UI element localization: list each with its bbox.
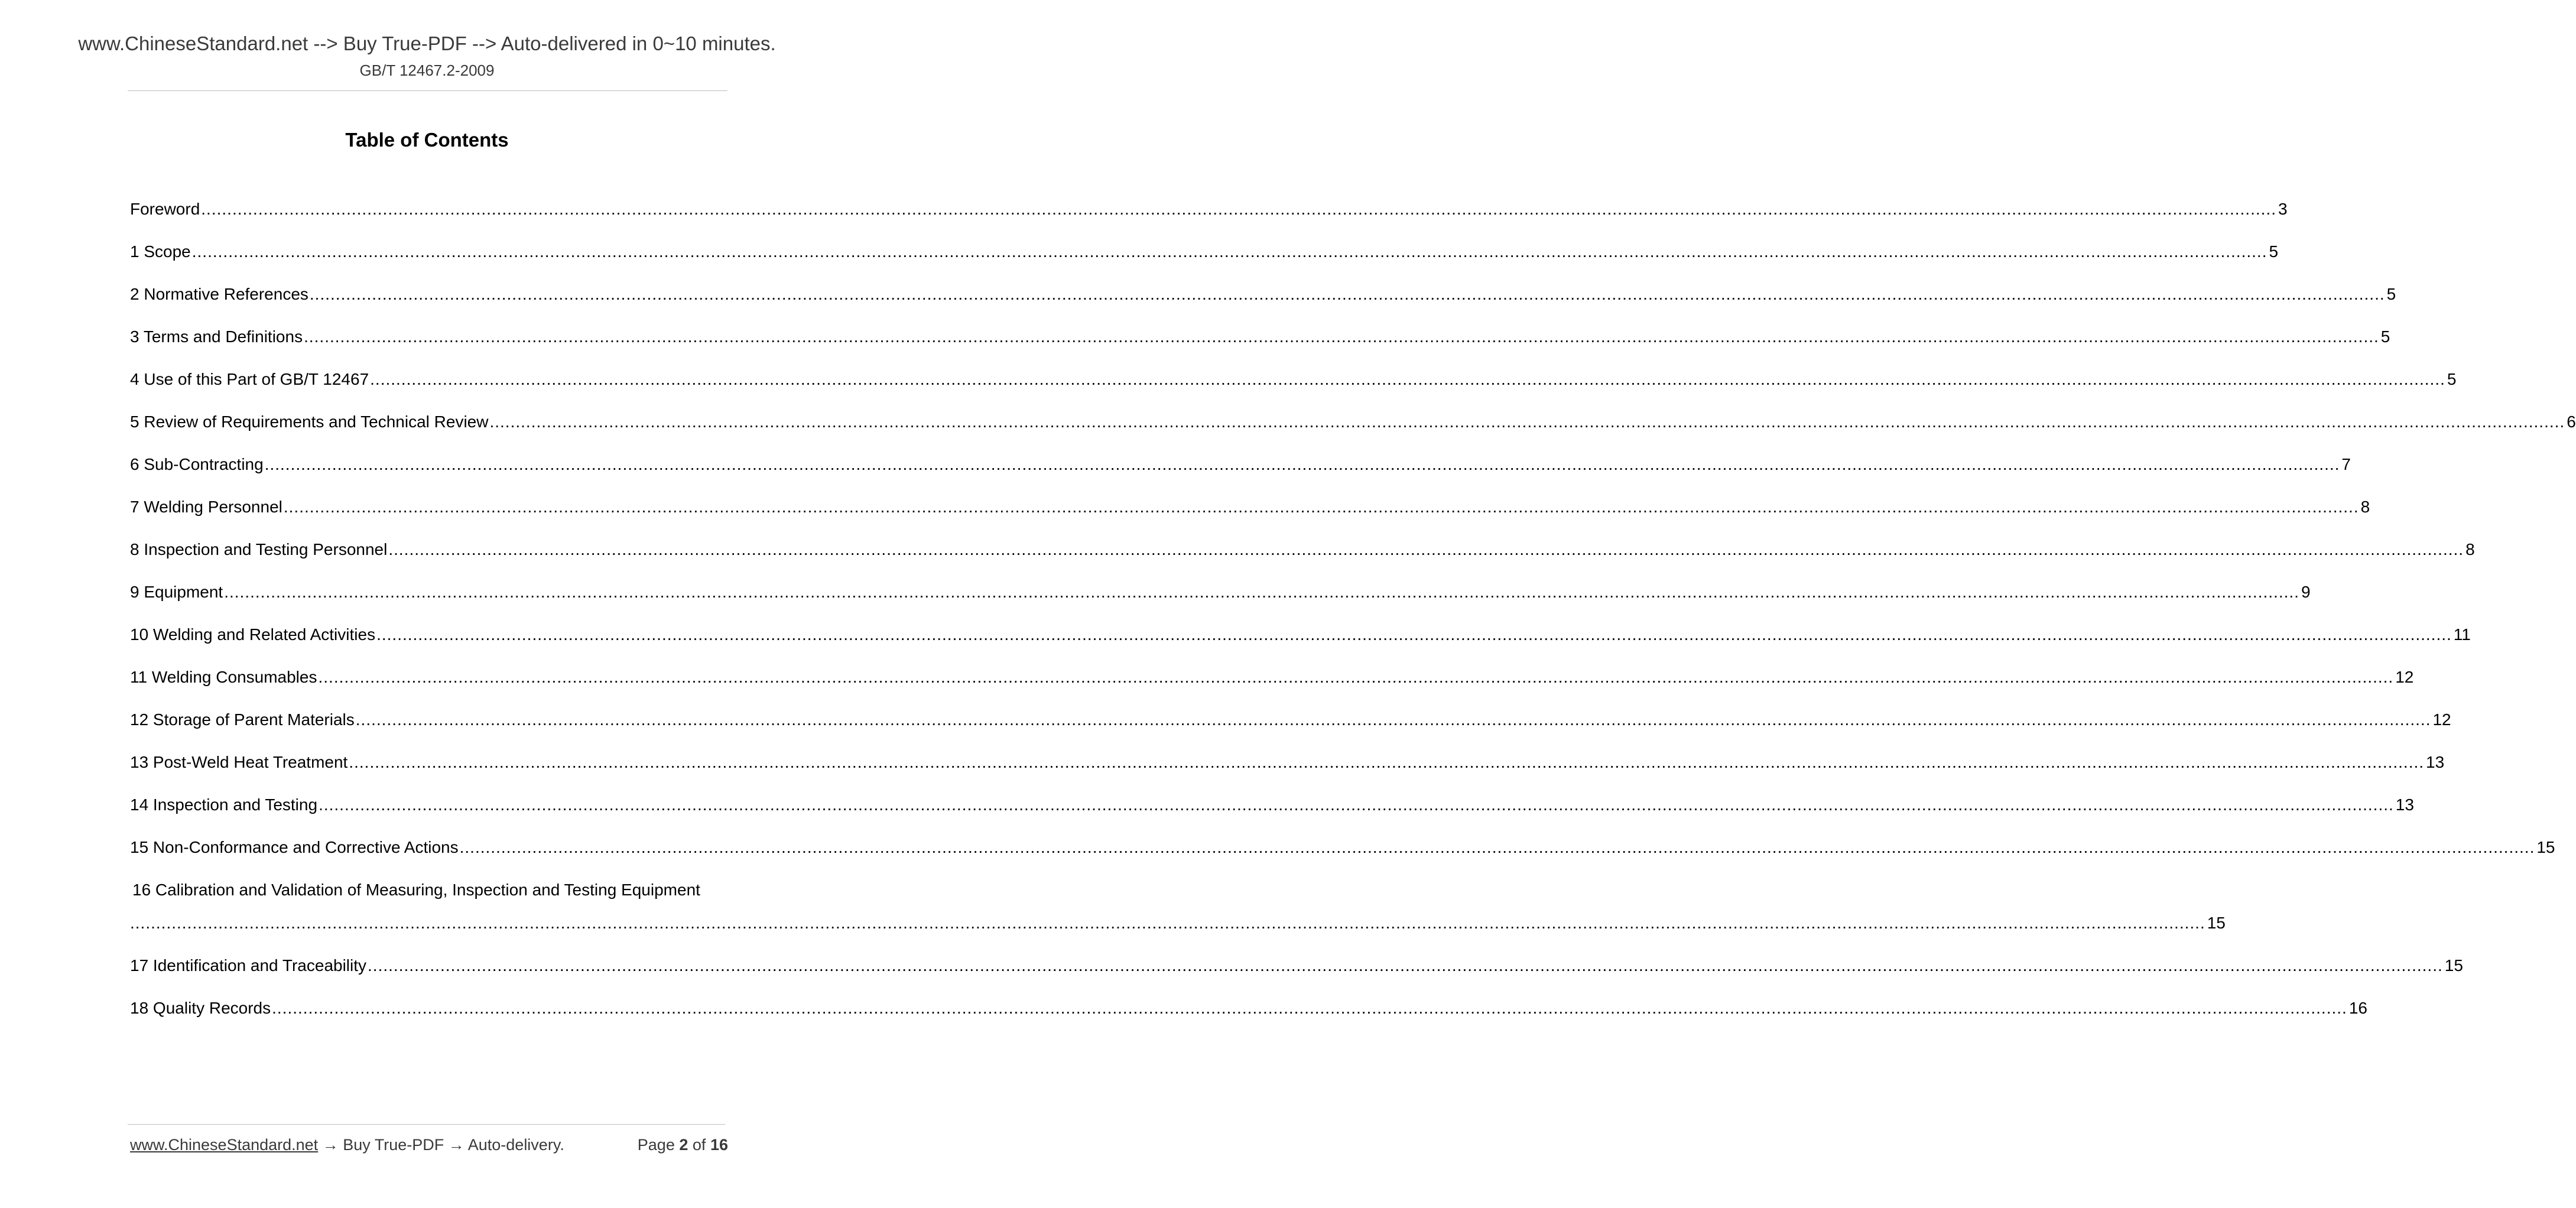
page-current: 2: [679, 1136, 688, 1154]
dot-leader: ................................................................................................................................................................................................................................................................................................................................................................................................................: [349, 753, 2425, 771]
toc-entry[interactable]: [130, 956, 2463, 999]
toc-entry[interactable]: [130, 200, 2288, 242]
dot-leader: ................................................................................................................................................................................................................................................................................................................................................................................................................: [318, 668, 2394, 686]
dot-leader: ................................................................................................................................................................................................................................................................................................................................................................................................................: [224, 583, 2299, 601]
document-code: GB/T 12467.2-2009: [359, 61, 495, 79]
toc-entry-label: 7 Welding Personnel: [130, 498, 282, 516]
toc-entry-label: 9 Equipment: [130, 583, 223, 601]
dot-leader: ................................................................................................................................................................................................................................................................................................................................................................................................................: [201, 200, 2276, 218]
dot-leader: ................................................................................................................................................................................................................................................................................................................................................................................................................: [319, 795, 2394, 814]
toc-entry-page: 5: [2386, 285, 2396, 303]
dot-leader: ................................................................................................................................................................................................................................................................................................................................................................................................................: [309, 285, 2385, 303]
toc-entry-page: 15: [2207, 914, 2226, 932]
header-banner: www.ChineseStandard.net --> Buy True-PDF --> Auto-delivered in 0~10 minutes.: [78, 33, 776, 54]
toc-entry-page: 8: [2360, 498, 2370, 516]
toc-entry-page: 9: [2301, 583, 2311, 601]
dot-leader: ................................................................................................................................................................................................................................................................................................................................................................................................................: [370, 370, 2445, 388]
dot-leader: ................................................................................................................................................................................................................................................................................................................................................................................................................: [283, 498, 2359, 516]
toc-entry-label: 17 Identification and Traceability: [130, 956, 367, 975]
header-divider: [128, 90, 727, 91]
dot-leader: ................................................................................................................................................................................................................................................................................................................................................................................................................: [272, 999, 2347, 1017]
toc-entry-label: 15 Non-Conformance and Corrective Actions: [130, 838, 459, 856]
toc-entry[interactable]: [130, 881, 2226, 956]
dot-leader: ................................................................................................................................................................................................................................................................................................................................................................................................................: [459, 838, 2535, 856]
toc-entry-page: 12: [2395, 668, 2414, 686]
dot-leader: ................................................................................................................................................................................................................................................................................................................................................................................................................: [388, 540, 2464, 558]
toc-entry-label: 3 Terms and Definitions: [130, 327, 303, 346]
toc-entry[interactable]: [130, 710, 2451, 753]
toc-entry[interactable]: [130, 625, 2471, 668]
dot-leader: ................................................................................................................................................................................................................................................................................................................................................................................................................: [191, 242, 2268, 261]
toc-entry[interactable]: [130, 838, 2555, 881]
page-label: Page: [637, 1136, 675, 1154]
toc-entry-page: 5: [2380, 327, 2390, 346]
toc-entry[interactable]: [130, 413, 2576, 455]
toc-entry[interactable]: [130, 795, 2414, 838]
toc-entry[interactable]: [130, 327, 2390, 370]
toc-entry-label: 5 Review of Requirements and Technical Review: [130, 413, 489, 431]
toc-entry[interactable]: [130, 753, 2445, 795]
of-label: of: [692, 1136, 706, 1154]
toc-entry[interactable]: [130, 999, 2367, 1041]
toc-entry-label: 13 Post-Weld Heat Treatment: [130, 753, 348, 771]
toc-entry[interactable]: [130, 498, 2370, 540]
toc-entry[interactable]: [130, 370, 2457, 413]
dot-leader: ................................................................................................................................................................................................................................................................................................................................................................................................................: [368, 956, 2443, 975]
toc-entry[interactable]: [130, 583, 2311, 625]
toc-entry-page: 5: [2269, 242, 2279, 261]
toc-entry-label: 4 Use of this Part of GB/T 12467: [130, 370, 369, 388]
toc-entry-page: 5: [2447, 370, 2457, 388]
toc-entry-label: 16 Calibration and Validation of Measuring, Inspection and Testing Equipment: [132, 881, 700, 899]
toc-entry-page: 13: [2395, 795, 2414, 814]
dot-leader: ................................................................................................................................................................................................................................................................................................................................................................................................................: [130, 914, 2205, 932]
toc-entry-page: 12: [2432, 710, 2451, 729]
dot-leader: ................................................................................................................................................................................................................................................................................................................................................................................................................: [355, 710, 2431, 729]
toc-entry-label: 1 Scope: [130, 242, 191, 261]
dot-leader: ................................................................................................................................................................................................................................................................................................................................................................................................................: [264, 455, 2340, 473]
toc-entry-page: 6: [2567, 413, 2576, 431]
toc-entry-page: 15: [2536, 838, 2555, 856]
page-total: 16: [710, 1136, 728, 1154]
toc-entry-page: 8: [2465, 540, 2475, 558]
toc-entry-page: 15: [2444, 956, 2463, 975]
dot-leader: ................................................................................................................................................................................................................................................................................................................................................................................................................: [304, 327, 2379, 346]
dot-leader: ................................................................................................................................................................................................................................................................................................................................................................................................................: [489, 413, 2565, 431]
toc-entry-label: Foreword: [130, 200, 200, 218]
toc-entry-page: 16: [2348, 999, 2367, 1017]
toc-entry-label: 2 Normative References: [130, 285, 308, 303]
toc-entry-page: 11: [2453, 625, 2471, 644]
toc-entry-page: 13: [2426, 753, 2445, 771]
page-indicator: [638, 1136, 728, 1154]
toc-entry[interactable]: [130, 668, 2414, 710]
page-title: Table of Contents: [345, 129, 509, 151]
toc-entry-label: 12 Storage of Parent Materials: [130, 710, 355, 729]
footer-text: → Buy True-PDF → Auto-delivery.: [318, 1136, 564, 1154]
toc-entry-page: 3: [2278, 200, 2288, 218]
toc-entry[interactable]: [130, 242, 2279, 285]
toc-entry[interactable]: [130, 540, 2475, 583]
toc-entry-label: 8 Inspection and Testing Personnel: [130, 540, 388, 558]
toc-entry[interactable]: [130, 455, 2351, 498]
toc-entry-label: 18 Quality Records: [130, 999, 271, 1017]
toc-entry-page: 7: [2341, 455, 2351, 473]
toc-entry-label: 14 Inspection and Testing: [130, 795, 318, 814]
toc-entry-label: 10 Welding and Related Activities: [130, 625, 376, 644]
toc-entry-label: 11 Welding Consumables: [130, 668, 317, 686]
footer-link[interactable]: www.ChineseStandard.net: [130, 1136, 319, 1154]
footer-divider: [128, 1124, 725, 1125]
dot-leader: ................................................................................................................................................................................................................................................................................................................................................................................................................: [376, 625, 2452, 644]
toc-entry-label: 6 Sub-Contracting: [130, 455, 264, 473]
toc-list: [130, 200, 2576, 1041]
toc-entry[interactable]: [130, 285, 2396, 327]
